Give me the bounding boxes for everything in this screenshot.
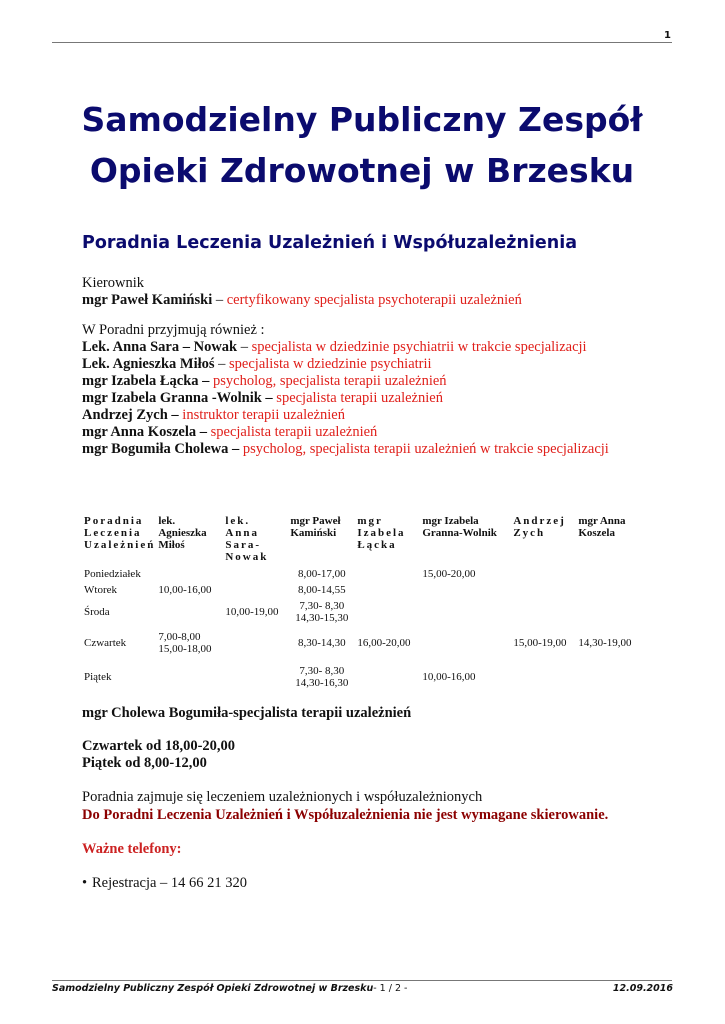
staff-item: [82, 390, 443, 406]
schedule-row: [82, 567, 641, 581]
schedule-row: [82, 660, 641, 694]
schedule-row: [82, 581, 641, 598]
schedule-cell: 7,30- 8,30 14,30-15,30: [295, 600, 349, 624]
title-line-1: Samodzielny Publiczny Zespół: [81, 100, 643, 139]
staff-item: [82, 407, 345, 423]
schedule-header: mgr Izabela Granna-Wolnik: [422, 515, 497, 539]
phones-list: [82, 875, 643, 892]
staff-role: specjalista terapii uzależnień: [210, 424, 378, 440]
header-rule: [52, 42, 672, 43]
no-referral-text: Do Poradni Leczenia Uzależnień i Współuzależnienia nie jest wymagane skierowanie.: [82, 807, 609, 823]
schedule-cell: [576, 567, 641, 581]
schedule-header: Poradnia Leczenia Uzależnień: [84, 515, 156, 551]
schedule-cell: [511, 660, 576, 694]
schedule-cell: [576, 598, 641, 626]
staff-list: [82, 339, 643, 441]
schedule-cell: [511, 581, 576, 598]
schedule-day: Poniedziałek: [84, 568, 141, 580]
cholewa-heading: [82, 705, 643, 722]
page-title: [52, 94, 672, 196]
section-heading: Poradnia Leczenia Uzależnień i Współuzależnienia: [82, 233, 578, 253]
schedule-cell: [576, 660, 641, 694]
staff-role: specjalista w dziedzinie psychiatrii w trakcie specjalizacji: [251, 339, 587, 355]
cholewa-hours: [82, 738, 643, 772]
staff-item: [82, 441, 643, 458]
schedule-cell: 7,30- 8,30 14,30-16,30: [295, 665, 349, 689]
hours-line: Piątek od 8,00-12,00: [82, 755, 207, 771]
schedule-cell: 15,00-19,00: [513, 637, 567, 649]
schedule-cell: [576, 581, 641, 598]
schedule-header: mgr Anna Koszela: [578, 515, 626, 539]
head-block: [82, 275, 643, 309]
schedule-day: Czwartek: [84, 637, 127, 649]
staff-item: [82, 424, 377, 440]
hours-line: Czwartek od 18,00-20,00: [82, 738, 236, 754]
schedule-cell: [420, 626, 511, 660]
schedule-cell: 16,00-20,00: [357, 637, 411, 649]
schedule-cell: [156, 567, 223, 581]
schedule-day: Piątek: [84, 671, 112, 683]
staff-name: mgr Izabela Granna -Wolnik –: [82, 390, 273, 406]
schedule-header: lek. Agnieszka Miłoś: [158, 515, 207, 551]
schedule-cell: [511, 567, 576, 581]
schedule-cell: [355, 581, 420, 598]
phone-item: • Rejestracja – 14 66 21 320: [92, 875, 643, 892]
schedule-cell: 7,00-8,00 15,00-18,00: [158, 631, 212, 655]
staff-name: mgr Bogumiła Cholewa –: [82, 441, 240, 457]
schedule-row: [82, 626, 641, 660]
staff-name: mgr Izabela Łącka –: [82, 373, 210, 389]
title-line-2: Opieki Zdrowotnej w Brzesku: [89, 151, 635, 190]
staff-role: specjalista terapii uzależnień: [276, 390, 443, 406]
schedule-cell: 14,30-19,00: [578, 637, 632, 649]
schedule-cell: [355, 660, 420, 694]
separator: –: [212, 292, 227, 308]
schedule-cell: 8,00-14,55: [297, 583, 346, 596]
schedule-header-row: [82, 512, 641, 567]
footer-title-text: Samodzielny Publiczny Zespół Opieki Zdrowotnej w Brzesku: [52, 983, 374, 994]
no-referral-notice: [82, 807, 643, 824]
footer-page: - 1 / 2 -: [373, 983, 408, 994]
schedule-day: Wtorek: [84, 583, 117, 596]
staff-item: [82, 356, 432, 372]
head-name: mgr Paweł Kamiński: [82, 292, 213, 308]
staff-role: psycholog, specjalista terapii uzależnień: [213, 373, 447, 389]
staff-name: Lek. Anna Sara – Nowak: [82, 339, 238, 355]
head-role: certyfikowany specjalista psychoterapii uzależnień: [226, 292, 522, 308]
schedule-cell: [156, 598, 223, 626]
details-section: [82, 705, 643, 892]
phones-heading: [82, 841, 643, 858]
info-text: Poradnia zajmuje się leczeniem uzależnionych i współuzależnionych: [82, 789, 483, 805]
footer-rule: [52, 980, 672, 981]
separator: –: [214, 356, 230, 372]
schedule-cell: 10,00-16,00: [422, 671, 476, 683]
schedule-cell: 8,30-14,30: [297, 637, 346, 649]
schedule-table: [82, 512, 641, 694]
schedule-day: Środa: [84, 606, 110, 618]
staff-role: psycholog, specjalista terapii uzależnień w trakcie specjalizacji: [242, 441, 609, 457]
cholewa-heading-text: mgr Cholewa Bogumiła-specjalista terapii uzależnień: [82, 705, 412, 721]
schedule-row: [82, 598, 641, 626]
schedule-header: mgr Izabela Łącka: [357, 515, 406, 551]
schedule-cell: [355, 598, 420, 626]
staff-name: mgr Anna Koszela –: [82, 424, 207, 440]
staff-item: [82, 339, 587, 355]
schedule-cell: [355, 567, 420, 581]
staff-role: specjalista w dziedzinie psychiatrii: [229, 356, 432, 372]
page-number: 1: [664, 30, 671, 41]
schedule-cell: [223, 626, 288, 660]
staff-item: [82, 373, 447, 389]
schedule-header: Andrzej Zych: [513, 515, 566, 539]
schedule-header: lek. Anna Sara-Nowak: [225, 515, 269, 563]
staff-name: Andrzej Zych –: [82, 407, 179, 423]
schedule-cell: [223, 660, 288, 694]
schedule-cell: [511, 598, 576, 626]
schedule-cell: [156, 660, 223, 694]
schedule-cell: [420, 581, 511, 598]
schedule-cell: [223, 567, 288, 581]
schedule-cell: [420, 598, 511, 626]
separator: –: [237, 339, 252, 355]
head-label: Kierownik: [82, 275, 145, 291]
schedule-cell: 8,00-17,00: [297, 568, 346, 580]
schedule-cell: 10,00-16,00: [158, 583, 212, 596]
staff-role: instruktor terapii uzależnień: [182, 407, 345, 423]
schedule-cell: 10,00-19,00: [225, 606, 279, 618]
schedule-cell: 15,00-20,00: [422, 568, 476, 580]
staff-intro: W Poradni przyjmują również :: [82, 322, 265, 338]
phones-heading-text: Ważne telefony:: [82, 841, 182, 857]
footer-date: 12.09.2016: [612, 983, 673, 994]
staff-name: Lek. Agnieszka Miłoś: [82, 356, 215, 372]
schedule-cell: [223, 581, 288, 598]
schedule-header: mgr Paweł Kamiński: [290, 515, 341, 539]
staff-section: [82, 275, 643, 458]
footer-title: [52, 983, 407, 994]
